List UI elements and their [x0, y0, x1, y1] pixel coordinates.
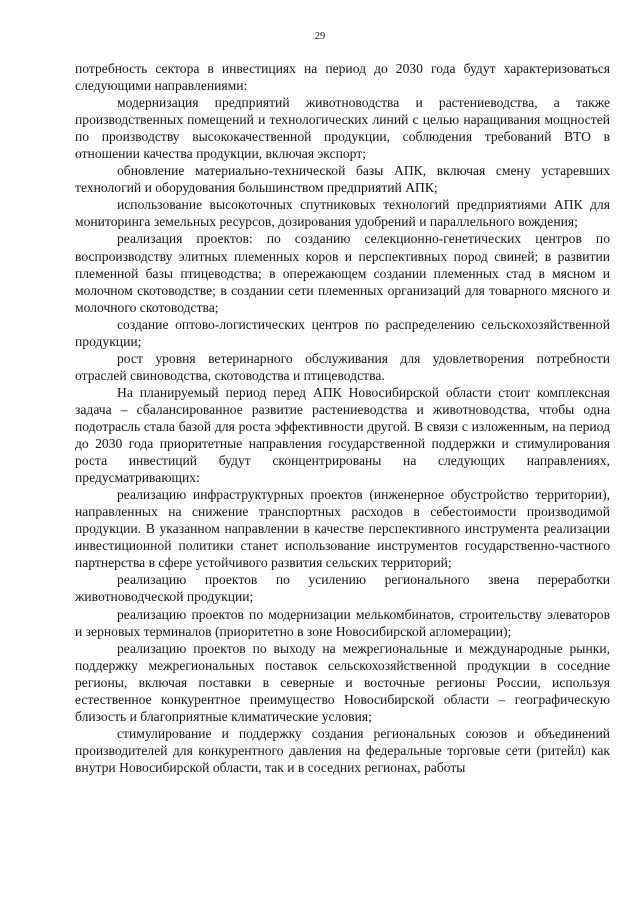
paragraph: модернизация предприятий животноводства и растениеводства, а также производственных помещений и технологических линий с целью наращивания мощностей по производству высококачественной продукции, соблюдения требований ВТО в отношении качества продукции, включая экспорт;: [75, 95, 610, 162]
paragraph: использование высокоточных спутниковых технологий предприятиями АПК для мониторинга земельных ресурсов, дозирования удобрений и параллельного вождения;: [75, 197, 610, 230]
paragraph: потребность сектора в инвестициях на период до 2030 года будут характеризоваться следующими направлениями:: [75, 61, 610, 94]
paragraph: реализацию проектов по модернизации мелькомбинатов, строительству элеваторов и зерновых терминалов (приоритетно в зоне Новосибирской агломерации);: [75, 606, 610, 639]
paragraph: На планируемый период перед АПК Новосибирской области стоит комплексная задача – сбалансированное развитие растениеводства и животноводства, чтобы одна подотрасль стала базой для роста эффективности другой. В связи с изложенным, на период до 2030 года приоритетные направления государственной поддержки и стимулирования роста инвестиций будут сконцентрированы на следующих направлениях, предусматривающих:: [75, 384, 610, 486]
paragraph: рост уровня ветеринарного обслуживания для удовлетворения потребности отраслей свиноводства, скотоводства и птицеводства.: [75, 350, 610, 383]
paragraph: стимулирование и поддержку создания региональных союзов и объединений производителей для конкурентного давления на федеральные торговые сети (ритейл) как внутри Новосибирской области, так и в соседних регионах, работы: [75, 725, 610, 775]
page-number: 29: [314, 31, 326, 42]
paragraph: создание оптово-логистических центров по распределению сельскохозяйственной продукции;: [75, 316, 610, 349]
paragraph: обновление материально-технической базы АПК, включая смену устаревших технологий и оборудования большинством предприятий АПК;: [75, 163, 610, 196]
paragraph: реализация проектов: по созданию селекционно-генетических центров по воспроизводству элитных племенных коров и перспективных пород свиней; в развитии племенной базы птицеводства; в опережающем создании племенных стад в мясном и молочном скотоводстве; в создании сети племенных организаций для товарного мясного и молочного скотоводства;: [75, 231, 610, 315]
paragraph: реализацию проектов по выходу на межрегиональные и международные рынки, поддержку межрегиональных поставок сельскохозяйственной продукции в соседние регионы, включая поставки в северные и восточные регионы России, используя естественное конкурентное преимущество Новосибирской области – географическую близость и благоприятные климатические условия;: [75, 640, 610, 724]
paragraph: реализацию инфраструктурных проектов (инженерное обустройство территории), направленных на снижение транспортных расходов в себестоимости производимой продукции. В указанном направлении в качестве перспективного инструмента реализации инвестиционной политики станет использование инструментов государственно-частного партнерства в сфере устойчивого развития сельских территорий;: [75, 487, 610, 571]
document-body: [75, 60, 610, 776]
paragraph: реализацию проектов по усилению регионального звена переработки животноводческой продукции;: [75, 572, 610, 605]
